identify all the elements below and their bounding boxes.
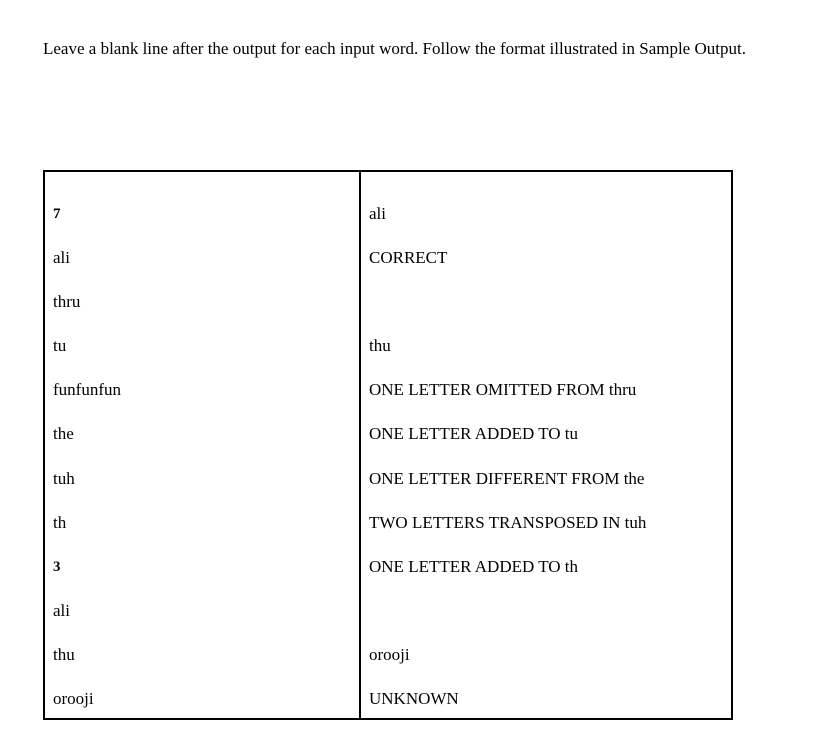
input-line: orooji: [53, 689, 94, 708]
input-line: 3: [53, 559, 61, 575]
input-line: the: [53, 424, 74, 443]
input-line: 7: [53, 206, 61, 222]
sample-input-column: [45, 172, 361, 718]
output-line: CORRECT: [369, 248, 448, 267]
input-line: ali: [53, 601, 70, 620]
intro-text: Leave a blank line after the output for each input word. Follow the format illustrated in Sample Output.: [43, 39, 746, 58]
input-line: tu: [53, 336, 67, 355]
output-line: ONE LETTER DIFFERENT FROM the: [369, 469, 645, 488]
input-line: tuh: [53, 469, 75, 488]
input-line: thu: [53, 645, 75, 664]
output-line: ONE LETTER OMITTED FROM thru: [369, 380, 637, 399]
output-line: ONE LETTER ADDED TO tu: [369, 424, 579, 443]
output-line: orooji: [369, 645, 410, 664]
sample-output-column: [361, 172, 731, 718]
input-line: thru: [53, 292, 81, 311]
input-line: funfunfun: [53, 380, 121, 399]
output-line: ONE LETTER ADDED TO th: [369, 557, 579, 576]
output-line: thu: [369, 336, 391, 355]
output-line: UNKNOWN: [369, 689, 459, 708]
input-line: th: [53, 513, 67, 532]
sample-table: [43, 170, 733, 720]
output-line: TWO LETTERS TRANSPOSED IN tuh: [369, 513, 647, 532]
input-line: ali: [53, 248, 70, 267]
output-line: ali: [369, 204, 386, 223]
